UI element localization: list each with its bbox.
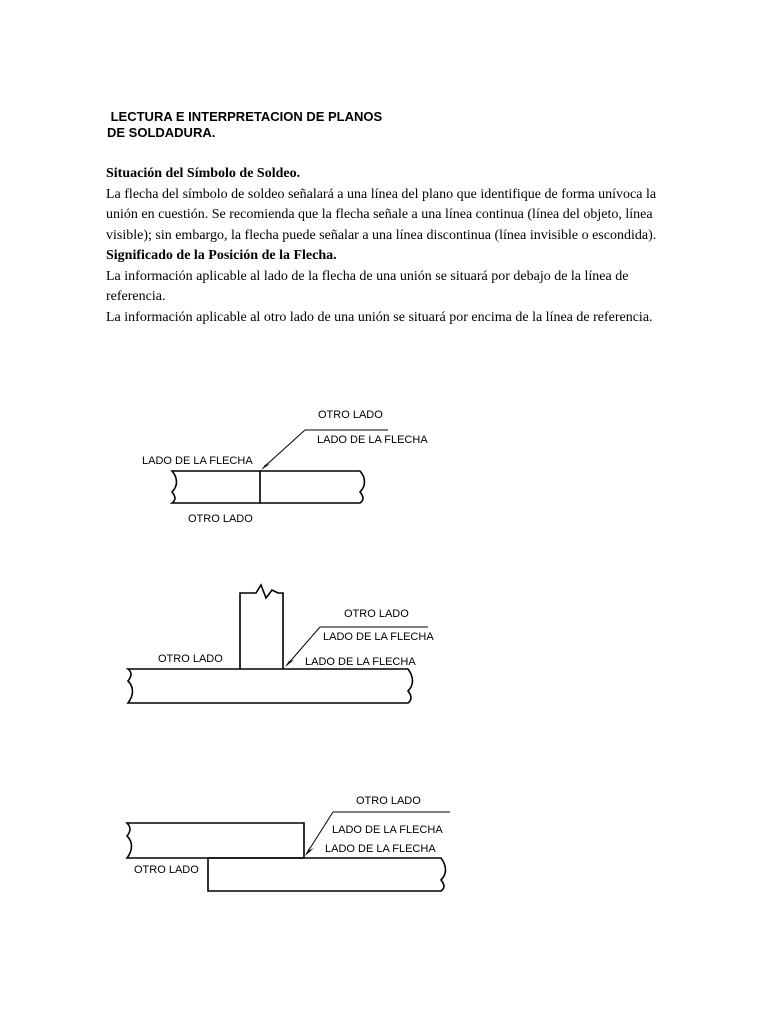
- lap-otro-lado-left: OTRO LADO: [134, 864, 199, 876]
- lap-lado-flecha-right: LADO DE LA FLECHA: [325, 843, 436, 855]
- lap-otro-lado-top: OTRO LADO: [356, 795, 421, 807]
- section-1-text: La flecha del símbolo de soldeo señalará a una línea del plano que identifique de forma unívoca la unión en cuestión. Se recomienda que la flecha señale a una línea continua (línea del objeto, línea visible); sin embargo, la flecha puede señalar a una línea discontinua (línea invisible o escondida).: [106, 186, 657, 243]
- tee-joint-diagram: [128, 585, 434, 703]
- butt-otro-lado-top: OTRO LADO: [318, 409, 383, 421]
- tee-otro-lado-left: OTRO LADO: [158, 653, 223, 665]
- tee-lado-flecha-ref: LADO DE LA FLECHA: [323, 631, 434, 643]
- section-2-heading: Significado de la Posición de la Flecha.: [106, 248, 337, 263]
- tee-vertical-member: [240, 585, 283, 669]
- butt-lado-flecha-ref: LADO DE LA FLECHA: [317, 434, 428, 446]
- tee-base-plate: [128, 669, 413, 703]
- tee-arrowhead: [285, 658, 294, 667]
- butt-otro-lado-bottom: OTRO LADO: [188, 513, 253, 525]
- lap-upper-plate: [127, 823, 304, 858]
- section-1-heading: Situación del Símbolo de Soldeo.: [106, 166, 301, 181]
- butt-joint-diagram: [142, 409, 428, 525]
- lap-lower-plate: [208, 858, 446, 891]
- butt-joint-right-plate: [260, 471, 365, 503]
- section-2-paragraph-2: La información aplicable al otro lado de una unión se situará por encima de la línea de referencia.: [106, 309, 653, 325]
- tee-otro-lado-top: OTRO LADO: [344, 608, 409, 620]
- butt-joint-left-plate: [172, 471, 260, 503]
- lap-arrowhead: [305, 846, 314, 856]
- lap-lado-flecha-ref: LADO DE LA FLECHA: [332, 824, 443, 836]
- butt-arrow-leader: [263, 430, 305, 468]
- title-line-1: LECTURA E INTERPRETACION DE PLANOS: [107, 109, 383, 124]
- tee-lado-flecha-right: LADO DE LA FLECHA: [305, 656, 416, 668]
- butt-lado-flecha-left: LADO DE LA FLECHA: [142, 455, 253, 467]
- section-2-paragraph-1: La información aplicable al lado de la flecha de una unión se situará por debajo de la línea de referencia.: [106, 268, 629, 304]
- title-line-2: DE SOLDADURA.: [107, 125, 216, 140]
- lap-joint-diagram: [127, 795, 450, 891]
